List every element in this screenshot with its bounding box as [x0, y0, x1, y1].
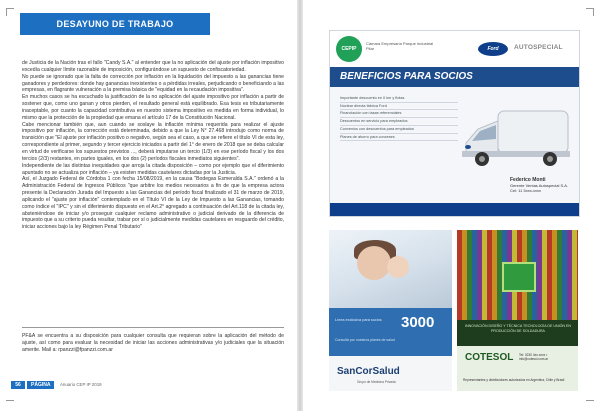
cotesol-footnote: Representantes y distribuidores autorizados en Argentina, Chile y Brasil	[463, 378, 565, 382]
ad-footer-band	[330, 203, 579, 216]
article-body	[22, 60, 284, 231]
divider	[22, 327, 284, 328]
family-photo	[329, 230, 452, 308]
phone-label: Línea exclusiva para socios	[335, 318, 382, 322]
baby-face	[387, 256, 409, 278]
cotesol-logo: COTESOL	[465, 352, 514, 363]
section-header: DESAYUNO DE TRABAJO	[20, 13, 210, 35]
page-number: 56	[11, 381, 25, 389]
contact-role: Gerente Ventas Autospecial S.A.	[510, 183, 569, 188]
cepip-logo: CEPIP	[336, 36, 362, 62]
sancor-tagline: Grupo de Medicina Privada	[357, 380, 396, 384]
crop-mark	[593, 8, 594, 16]
ad-subtext: Consultá por nuestros planes de salud	[335, 338, 395, 342]
sancor-ad[interactable]	[329, 230, 452, 391]
page-label: PÁGINA	[27, 381, 54, 389]
benefits-banner: BENEFICIOS PARA SOCIOS	[330, 67, 580, 87]
paragraph: En muchos casos se ha escuchado la justificación de la no aplicación del ajuste impositivo por inflación a partir de sostener que, como uno ganan y otros pierden, el resultado general está equilibrado. Esa tesis es tributariamente inaceptable, por cuanto la capacidad contributiva en nuestro sistema impositivo es medida en forma individual, lo mismo que la protección de la propiedad que emana el artículo 17 de la Constitución Nacional.	[22, 94, 284, 121]
crop-mark	[6, 8, 7, 16]
phone-number: 3000	[401, 314, 435, 331]
list-item: Convenios con descuentos para empleados	[340, 126, 458, 134]
van-image	[458, 103, 570, 173]
crop-mark	[586, 400, 594, 401]
ad-caption: INNOVACIÓN DISEÑO Y TÉCNICA TECNOLOGÍA DE UNIÓN EN PRODUCCIÓN DE SOLDADURA	[465, 324, 571, 333]
ford-logo: Ford	[478, 42, 508, 56]
paragraph: Cabe mencionar también que, aun cuando se soslaye la inflación mínima requerida para realizar el ajuste impositivo por inflación, la corrección está determinada, debido a que la Ley N° 27.468 introdujo como norma de transición que "El ajuste por inflación positivo o negativo, según sea el caso, a que se refiere el título VI de esta ley, correspondiente al primer, segundo y tercer ejercicio iniciados a partir del 1° de enero de 2018 que se deba calcular en virtud de verificarse los supuestos previstos ..., deberá imputarse un tercio (1/3) en ese período fiscal y los dos tercios (2/3) restantes, en partes iguales, en los dos (2) períodos fiscales inmediatos siguientes".	[22, 121, 284, 162]
dealer-contact	[510, 177, 575, 193]
paragraph: Independiente de las distintas inequidades que arroja la citada disposición – como por ejemplo que el diferimiento apuntado no se actualiza por inflación – ya existen medidas cautelares dictadas por la Justicia.	[22, 162, 284, 176]
cotesol-ad[interactable]	[457, 230, 578, 391]
contact-note: PF&A se encuentra a su disposición para cualquier consulta que requieran sobre la aplicación del método de ajuste, así como para evaluar la necesidad de iniciar las acciones administrativas y/o judiciales que la situación amerite. Mail a: rpanzzi@fpanzzi.com.ar	[22, 333, 284, 353]
list-item: Descuentos en servicio para empleados	[340, 118, 458, 126]
issue-label: Anuario CEP IP 2019	[60, 382, 102, 387]
org-name: Cámara Empresaria Parque Industrial Pilar	[366, 41, 434, 51]
paragraph: de Justicia de la Nación tras el fallo "Candy S.A." al entender que la no aplicación del ajuste por inflación impositivo excedía cualquier límite razonable de imposición, configurándose un supuesto de confiscatoriedad.	[22, 60, 284, 73]
crop-mark	[6, 8, 14, 9]
mother-face	[357, 246, 391, 280]
cotesol-emblem-icon	[502, 262, 536, 292]
sancor-logo: SanCorSalud	[337, 366, 400, 377]
contact-name: Federico Monti	[510, 177, 546, 183]
paragraph: No puede se ignorado que la falta de corrección por inflación en la liquidación del impuesto a las ganancias tiene ganadores y perdedores: donde hay ganancias inexistentes o a pérdidas irreales, perjudicando o beneficiando a las empresas, en flagrante vulneración a la premisa básica de "equidad en la recaudación impositiva".	[22, 73, 284, 94]
dealer-name: AUTOSPECIAL	[514, 44, 563, 51]
book-gutter	[297, 0, 303, 411]
list-item: Planes de ahorro para conceses	[340, 134, 458, 142]
contact-phone: Cel: 11 5xxx-xxxx	[510, 188, 542, 193]
cotesol-contact: Tel: 0230 4xx-xxxx • info@cotesol.com.ar	[519, 353, 549, 362]
list-item: Importante descuento en 0 km y flotas	[340, 95, 458, 103]
crop-mark	[6, 400, 14, 401]
list-item: Nuclear directa fábrica Ford	[340, 103, 458, 111]
benefits-list	[340, 95, 458, 141]
paragraph: Así, el Juzgado Federal de Córdoba 1 con fecha 15/08/2019, en la causa "Bodegas Esmeralda S.A." ordenó a la Administración Federal de Ingresos Públicos "que arbitre los medios necesarios a fin de que la empresa actora presente la Declaración Jurada del Impuesto a las Ganancias del período fiscal finalizado el 31 de marzo de 2019, aplicando el "ajuste por inflación" contemplado en el Título VI de la Ley de Impuesto a las Ganancias, tomando como índice el "IPC" y sin el diferimiento dispuesto en el Art.2° agregado a continuación del Art.118 de la citada ley, absteniéndose de iniciar y/o proseguir cualquier reclamo administrativo o judicial derivado de la diferencia de impuesto que a su criterio pueda resultar, trabar por sí o judicialmente medidas cautelares en resguardo del crédito, iniciar acciones bajo la ley Régimen Penal Tributario"	[22, 176, 284, 231]
ford-ad[interactable]	[329, 30, 580, 217]
list-item: Financiación con tasas referenciales	[340, 110, 458, 118]
